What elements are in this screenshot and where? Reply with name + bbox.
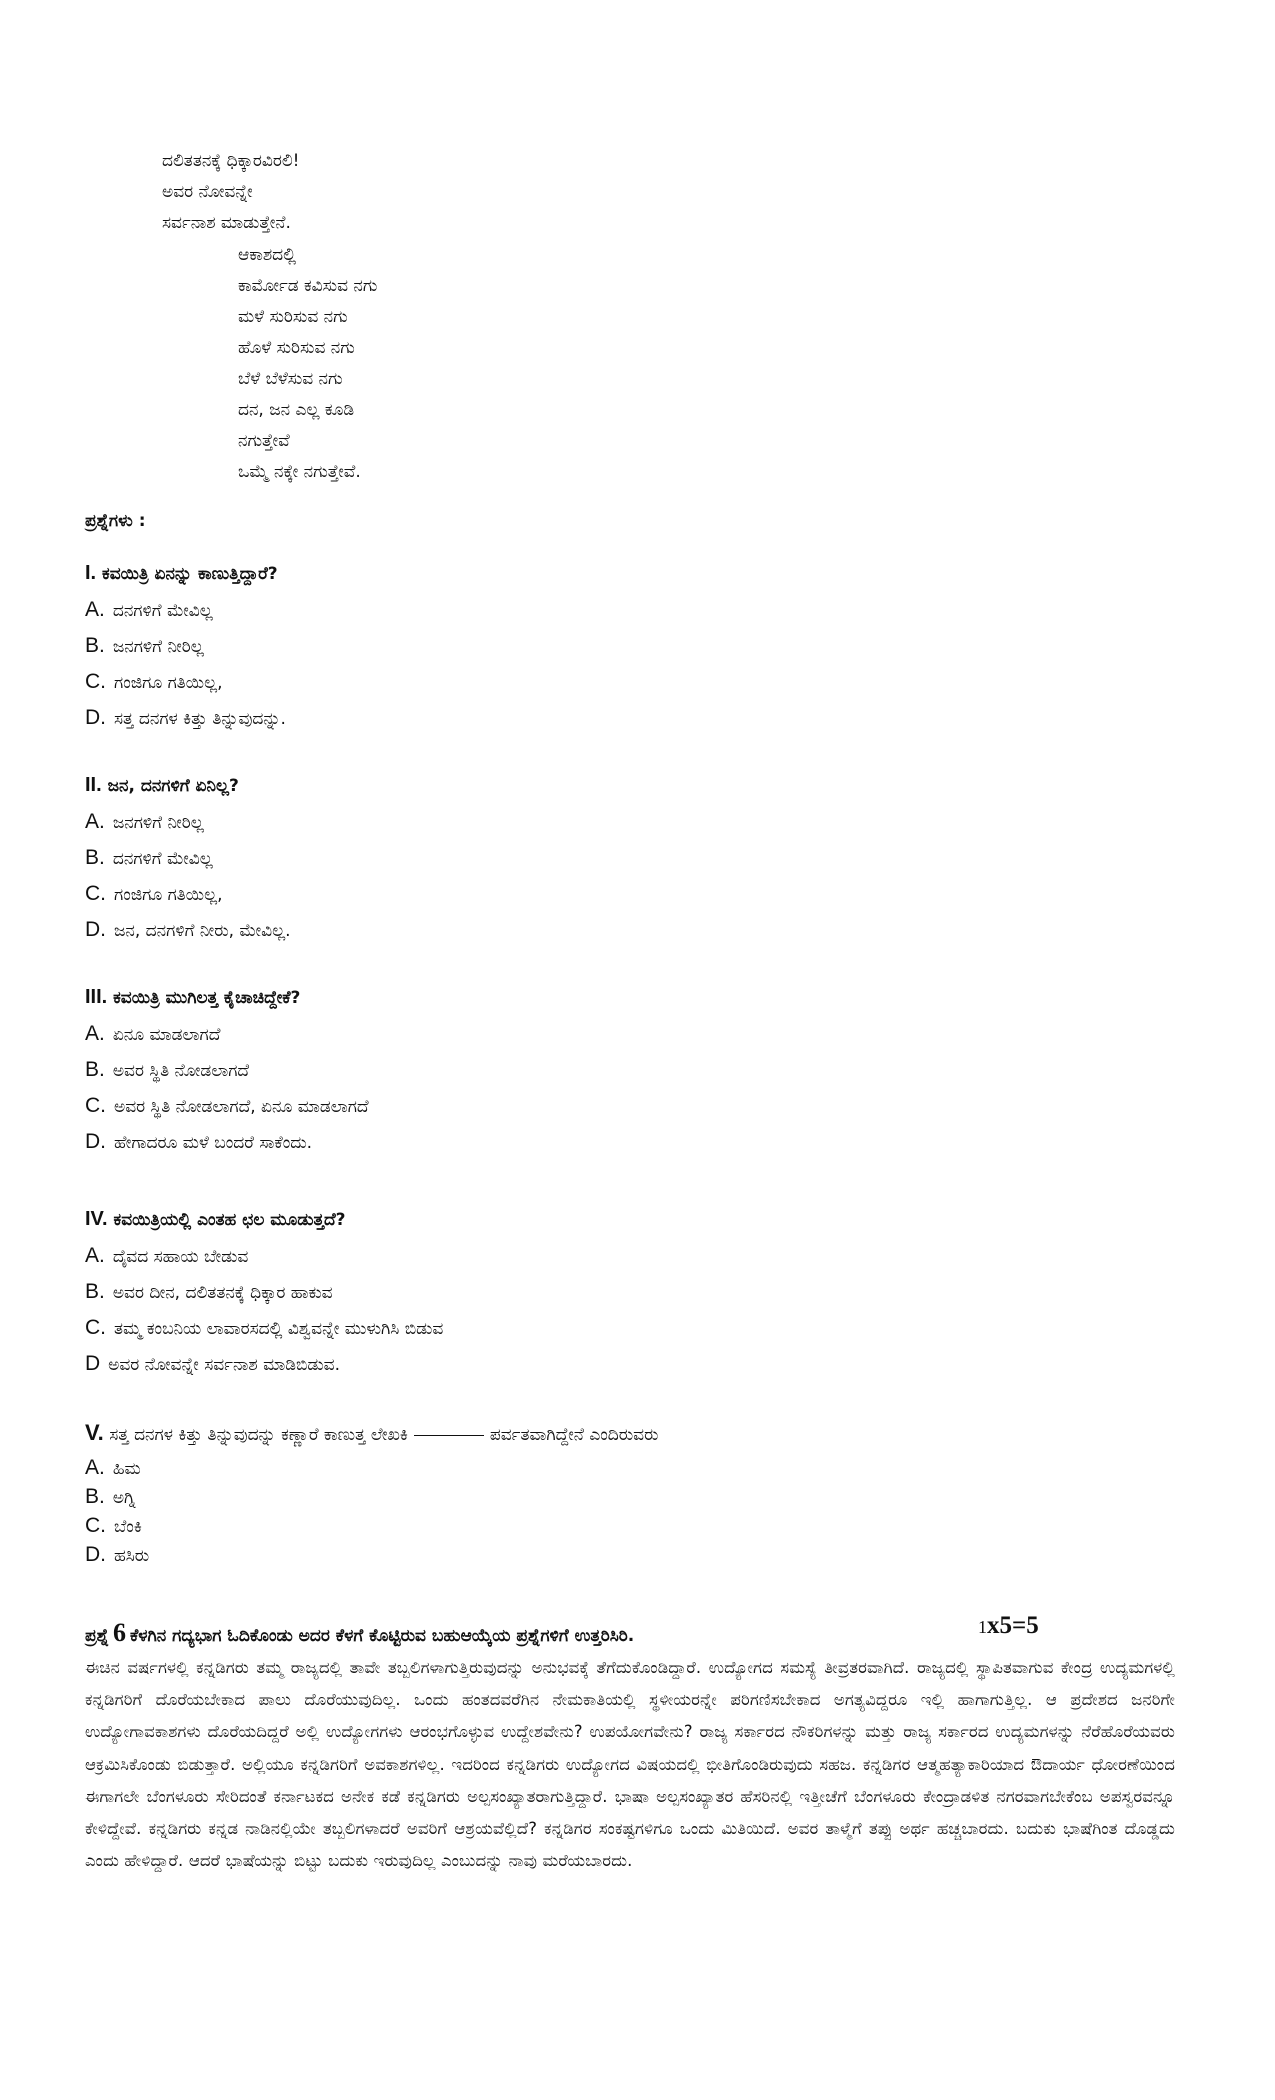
- option-text: ತಮ್ಮ ಕಂಬನಿಯ ಲಾವಾರಸದಲ್ಲಿ ವಿಶ್ವವನ್ನೇ ಮುಳುಗಿಸಿ ಬಿಡುವ: [114, 1319, 444, 1339]
- option-text: ಅವರ ಸ್ಥಿತಿ ನೋಡಲಾಗದೆ: [112, 1061, 250, 1081]
- option: [85, 1485, 136, 1509]
- option: [85, 1543, 149, 1567]
- option-letter: A.: [85, 1456, 105, 1479]
- option-text: ಸತ್ತ ದನಗಳ ಕಿತ್ತು ತಿನ್ನುವುದನ್ನು.: [114, 709, 286, 729]
- question-text: ಕವಯಿತ್ರಿ ಏನನ್ನು ಕಾಣುತ್ತಿದ್ದಾರೆ?: [102, 564, 278, 584]
- option: [85, 810, 204, 834]
- option: [85, 1280, 333, 1304]
- option-letter: A.: [85, 1022, 105, 1045]
- option-text: ಏನೂ ಮಾಡಲಾಗದೆ: [112, 1025, 221, 1045]
- option-letter: C.: [85, 670, 106, 693]
- section-instruction: ಕೆಳಗಿನ ಗದ್ಯಭಾಗ ಓದಿಕೊಂಡು ಅದರ ಕೆಳಗೆ ಕೊಟ್ಟಿರುವ ಬಹುಆಯ್ಕೆಯ ಪ್ರಶ್ನೆಗಳಿಗೆ ಉತ್ತರಿಸಿರಿ.: [129, 1626, 635, 1646]
- question-text: ಕವಯಿತ್ರಿ ಮುಗಿಲತ್ತ ಕೈಚಾಚಿದ್ದೇಕೆ?: [113, 988, 301, 1008]
- option-text: ಜನಗಳಿಗೆ ನೀರಿಲ್ಲ: [112, 813, 204, 833]
- option-text: ಹಸಿರು: [114, 1546, 150, 1566]
- option: [85, 1058, 249, 1082]
- option-letter: B.: [85, 1058, 105, 1081]
- poem-line: ಕಾರ್ಮೋಡ ಕವಿಸುವ ನಗು: [238, 276, 378, 296]
- question-text-after: ಪರ್ವತವಾಗಿದ್ದೇನೆ ಎಂದಿರುವರು: [489, 1425, 659, 1445]
- question-title: [85, 1420, 658, 1446]
- option: [85, 1094, 369, 1118]
- poem-line: ಹೊಳೆ ಸುರಿಸುವ ನಗು: [238, 338, 355, 358]
- marks-allocation: [978, 1612, 1039, 1640]
- option-letter: D.: [85, 706, 106, 729]
- option-letter: C.: [85, 882, 106, 905]
- marks-per-question: 1: [978, 1617, 987, 1637]
- option: [85, 1022, 220, 1046]
- question-text: ಕವಯಿತ್ರಿಯಲ್ಲಿ ಎಂತಹ ಛಲ ಮೂಡುತ್ತದೆ?: [113, 1210, 346, 1230]
- section-prefix: ಪ್ರಶ್ನೆ: [85, 1626, 109, 1646]
- question-title: [85, 1208, 346, 1231]
- option: [85, 1244, 248, 1268]
- option-text: ಹಿಮ: [112, 1459, 141, 1479]
- option-text: ದೈವದ ಸಹಾಯ ಬೇಡುವ: [112, 1247, 249, 1267]
- option-letter: B.: [85, 846, 105, 869]
- poem-line: ದನ, ಜನ ಎಲ್ಲ ಕೂಡಿ: [238, 400, 355, 420]
- option-text: ಅವರ ನೋವನ್ನೇ ಸರ್ವನಾಶ ಮಾಡಿಬಿಡುವ.: [108, 1355, 340, 1375]
- option-text: ಹೇಗಾದರೂ ಮಳೆ ಬಂದರೆ ಸಾಕೆಂದು.: [114, 1133, 313, 1153]
- question-number: IV.: [85, 1208, 108, 1230]
- question-number: V.: [85, 1420, 104, 1445]
- option: [85, 918, 291, 942]
- option-text: ಗಂಜಿಗೂ ಗತಿಯಿಲ್ಲ,: [114, 673, 223, 693]
- option: [85, 882, 223, 906]
- option-text: ಅವರ ಸ್ಥಿತಿ ನೋಡಲಾಗದೆ, ಏನೂ ಮಾಡಲಾಗದೆ: [114, 1097, 369, 1117]
- option-text: ಅವರ ದೀನ, ದಲಿತತನಕ್ಕೆ ಧಿಕ್ಕಾರ ಹಾಕುವ: [112, 1283, 333, 1303]
- option-text: ಗಂಜಿಗೂ ಗತಿಯಿಲ್ಲ,: [114, 885, 223, 905]
- poem-line: ಮಳೆ ಸುರಿಸುವ ನಗು: [238, 307, 348, 327]
- option-letter: B.: [85, 1485, 105, 1508]
- question-text: ಸತ್ತ ದನಗಳ ಕಿತ್ತು ತಿನ್ನುವುದನ್ನು ಕಣ್ಣಾರೆ ಕಾಣುತ್ತ ಲೇಖಕಿ: [109, 1425, 408, 1445]
- option: [85, 634, 204, 658]
- option-letter: D: [85, 1352, 101, 1375]
- option-letter: C.: [85, 1514, 106, 1537]
- question-number: III.: [85, 986, 108, 1008]
- option-letter: D.: [85, 1543, 106, 1566]
- questions-heading: ಪ್ರಶ್ನೆಗಳು :: [85, 511, 146, 531]
- option-letter: A.: [85, 810, 105, 833]
- option-letter: D.: [85, 1130, 106, 1153]
- poem-line: ಅವರ ನೋವನ್ನೇ: [162, 182, 253, 202]
- answer-blank: [414, 1435, 484, 1436]
- option-letter: C.: [85, 1316, 106, 1339]
- option-letter: B.: [85, 634, 105, 657]
- question-number: II.: [85, 774, 102, 796]
- option: [85, 1130, 312, 1154]
- question-number: I.: [85, 562, 97, 584]
- question-title: [85, 986, 300, 1009]
- poem-line: ನಗುತ್ತೇವೆ: [238, 431, 290, 451]
- section-6-title: [85, 1618, 634, 1648]
- question-title: [85, 562, 278, 585]
- option: [85, 706, 286, 730]
- option-text: ಜನಗಳಿಗೆ ನೀರಿಲ್ಲ: [112, 637, 204, 657]
- option: [85, 670, 223, 694]
- poem-line: ಬೆಳೆ ಬೆಳೆಸುವ ನಗು: [238, 369, 343, 389]
- poem-line: ಒಮ್ಮೆ ನಕ್ಕೇ ನಗುತ್ತೇವೆ.: [238, 462, 361, 482]
- option-text: ದನಗಳಿಗೆ ಮೇವಿಲ್ಲ: [112, 849, 213, 869]
- question-title: [85, 774, 239, 797]
- option-letter: A.: [85, 1244, 105, 1267]
- option: [85, 1316, 443, 1340]
- option: [85, 598, 213, 622]
- prose-passage: ಈಚಿನ ವರ್ಷಗಳಲ್ಲಿ ಕನ್ನಡಿಗರು ತಮ್ಮ ರಾಜ್ಯದಲ್ಲಿ ತಾವೇ ತಬ್ಬಲಿಗಳಾಗುತ್ತಿರುವುದನ್ನು ಅನುಭವಕ್ಕೆ ತೆಗೆದುಕೊಂಡಿದ್ದಾರೆ. ಉದ್ಯೋಗದ ಸಮಸ್ಯೆ ತೀವ್ರತರವಾಗಿದೆ. ರಾಜ್ಯದಲ್ಲಿ ಸ್ಥಾಪಿತವಾಗುವ ಕೇಂದ್ರ ಉದ್ಯಮಗಳಲ್ಲಿ ಕನ್ನಡಿಗರಿಗೆ ದೊರೆಯಬೇಕಾದ ಪಾಲು ದೊರೆಯುವುದಿಲ್ಲ. ಒಂದು ಹಂತದವರೆಗಿನ ನೇಮಕಾತಿಯಲ್ಲಿ ಸ್ಥಳೀಯರನ್ನೇ ಪರಿಗಣಿಸಬೇಕಾದ ಅಗತ್ಯವಿದ್ದರೂ ಇಲ್ಲಿ ಹಾಗಾಗುತ್ತಿಲ್ಲ. ಆ ಪ್ರದೇಶದ ಜನರಿಗೇ ಉದ್ಯೋಗಾವಕಾಶಗಳು ದೊರೆಯದಿದ್ದರೆ ಅಲ್ಲಿ ಉದ್ಯೋಗಗಳು ಆರಂಭಗೊಳ್ಳುವ ಉದ್ದೇಶವೇನು? ಉಪಯೋಗವೇನು? ರಾಜ್ಯ ಸರ್ಕಾರದ ನೌಕರಿಗಳನ್ನು ಮತ್ತು ರಾಜ್ಯ ಸರ್ಕಾರದ ಉದ್ಯಮಗಳನ್ನು ನೆರೆಹೊರೆಯವರು ಆಕ್ರಮಿಸಿಕೊಂಡು ಬಿಡುತ್ತಾರೆ. ಅಲ್ಲಿಯೂ ಕನ್ನಡಿಗರಿಗೆ ಅವಕಾಶಗಳಿಲ್ಲ. ಇದರಿಂದ ಕನ್ನಡಿಗರು ಉದ್ಯೋಗದ ವಿಷಯದಲ್ಲಿ ಭೀತಿಗೊಂಡಿರುವುದು ಸಹಜ. ಕನ್ನಡಿಗರ ಆತ್ಮಹತ್ಯಾಕಾರಿಯಾದ ಔದಾರ್ಯ ಧೋರಣೆಯಿಂದ ಈಗಾಗಲೇ ಬೆಂಗಳೂರು ಸೇರಿದಂತೆ ಕರ್ನಾಟಕದ ಅನೇಕ ಕಡೆ ಕನ್ನಡಿಗರು ಅಲ್ಪಸಂಖ್ಯಾತರಾಗುತ್ತಿದ್ದಾರೆ. ಭಾಷಾ ಅಲ್ಪಸಂಖ್ಯಾತರ ಹೆಸರಿನಲ್ಲಿ ಇತ್ತೀಚೆಗೆ ಬೆಂಗಳೂರು ಕೇಂದ್ರಾಡಳಿತ ನಗರವಾಗಬೇಕೆಂಬ ಅಪಸ್ವರವನ್ನೂ ಕೇಳಿದ್ದೇವೆ. ಕನ್ನಡಿಗರು ಕನ್ನಡ ನಾಡಿನಲ್ಲಿಯೇ ತಬ್ಬಲಿಗಳಾದರೆ ಅವರಿಗೆ ಆಶ್ರಯವೆಲ್ಲಿದೆ? ಕನ್ನಡಿಗರ ಸಂಕಷ್ಟಗಳಿಗೂ ಒಂದು ಮಿತಿಯಿದೆ. ಅವರ ತಾಳ್ಮೆಗೆ ತಪ್ಪು ಅರ್ಥ ಹಚ್ಚಬಾರದು. ಬದುಕು ಭಾಷೆಗಿಂತ ದೊಡ್ಡದು ಎಂದು ಹೇಳಿದ್ದಾರೆ. ಆದರೆ ಭಾಷೆಯನ್ನು ಬಿಟ್ಟು ಬದುಕು ಇರುವುದಿಲ್ಲ ಎಂಬುದನ್ನು ನಾವು ಮರೆಯಬಾರದು.: [85, 1658, 1175, 1871]
- option-letter: A.: [85, 598, 105, 621]
- option: [85, 846, 213, 870]
- marks-total: x5=5: [987, 1612, 1039, 1639]
- option-text: ದನಗಳಿಗೆ ಮೇವಿಲ್ಲ: [112, 601, 213, 621]
- poem-line: ದಲಿತತನಕ್ಕೆ ಧಿಕ್ಕಾರವಿರಲಿ!: [162, 151, 300, 171]
- poem-line: ಸರ್ವನಾಶ ಮಾಡುತ್ತೇನೆ.: [162, 213, 291, 233]
- question-text: ಜನ, ದನಗಳಿಗೆ ಏನಿಲ್ಲ?: [107, 776, 239, 796]
- option: [85, 1514, 142, 1538]
- option: [85, 1456, 141, 1480]
- option: [85, 1352, 340, 1376]
- option-text: ಬೆಂಕಿ: [114, 1517, 142, 1537]
- option-text: ಅಗ್ನಿ: [112, 1488, 136, 1508]
- option-letter: B.: [85, 1280, 105, 1303]
- option-text: ಜನ, ದನಗಳಿಗೆ ನೀರು, ಮೇವಿಲ್ಲ.: [114, 921, 291, 941]
- option-letter: D.: [85, 918, 106, 941]
- poem-line: ಆಕಾಶದಲ್ಲಿ: [238, 245, 297, 265]
- section-number: 6: [112, 1618, 126, 1647]
- option-letter: C.: [85, 1094, 106, 1117]
